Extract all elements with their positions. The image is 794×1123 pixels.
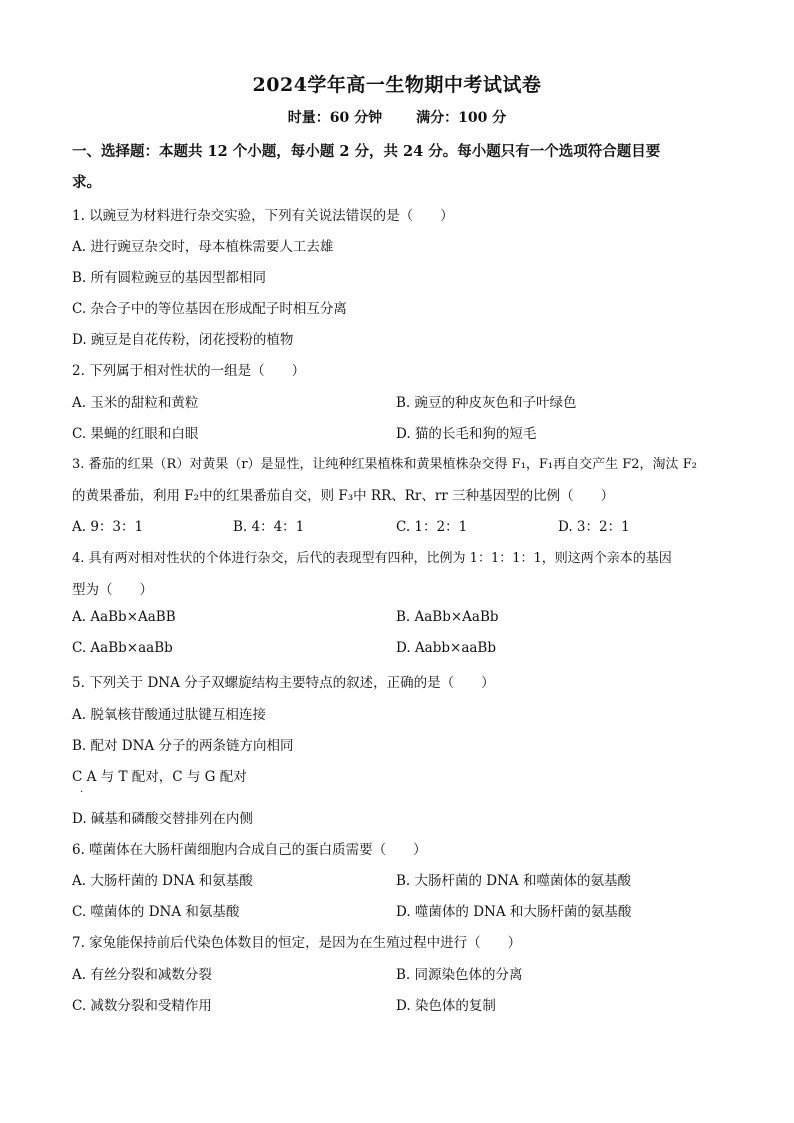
question-3-stem-line2: 的黄果番茄，利用 F₂中的红果番茄自交，则 F₃中 RR、Rr、rr 三种基因型的比例（ ） xyxy=(72,488,615,504)
question-2-option-c: C. 果蝇的红眼和白眼 xyxy=(72,426,199,442)
question-6-option-a: A. 大肠杆菌的 DNA 和氨基酸 xyxy=(72,873,253,889)
question-6-option-b: B. 大肠杆菌的 DNA 和噬菌体的氨基酸 xyxy=(396,873,631,889)
question-2-option-a: A. 玉米的甜粒和黄粒 xyxy=(72,395,199,411)
question-4-option-b: B. AaBb×AaBb xyxy=(396,609,499,625)
question-5-option-a: A. 脱氧核苷酸通过肽键互相连接 xyxy=(72,707,266,723)
question-4-stem-line1: 4. 具有两对相对性状的个体进行杂交，后代的表现型有四种，比例为 1：1：1：1，则这两个亲本的基因 xyxy=(72,551,672,566)
question-4-option-d: D. Aabb×aaBb xyxy=(396,640,496,656)
question-5-option-c: C A 与 T 配对，C 与 G 配对 xyxy=(72,769,247,785)
question-5-option-d: D. 碱基和磷酸交替排列在内侧 xyxy=(72,811,253,827)
stray-dot-mark: . xyxy=(80,784,84,795)
question-2-option-d: D. 猫的长毛和狗的短毛 xyxy=(396,426,537,442)
question-7-option-d: D. 染色体的复制 xyxy=(396,998,496,1014)
question-6-stem: 6. 噬菌体在大肠杆菌细胞内合成自己的蛋白质需要（ ） xyxy=(72,842,427,858)
question-1-stem: 1. 以豌豆为材料进行杂交实验，下列有关说法错误的是（ ） xyxy=(72,208,454,224)
question-2-stem: 2. 下列属于相对性状的一组是（ ） xyxy=(72,363,306,379)
question-3-stem-line1: 3. 番茄的红果（R）对黄果（r）是显性，让纯种红果植株和黄果植株杂交得 F₁，F₁再自交产生 F2，淘汰 F₂ xyxy=(72,457,697,472)
question-3-option-d: D. 3：2：1 xyxy=(558,519,630,535)
question-1-option-b: B. 所有圆粒豌豆的基因型都相同 xyxy=(72,270,267,286)
question-2-option-b: B. 豌豆的种皮灰色和子叶绿色 xyxy=(396,395,577,411)
question-7-stem: 7. 家兔能保持前后代染色体数目的恒定，是因为在生殖过程中进行（ ） xyxy=(72,935,522,951)
time-limit: 时量：60 分钟 xyxy=(287,110,383,126)
question-5-option-b: B. 配对 DNA 分子的两条链方向相同 xyxy=(72,738,294,754)
question-3-option-b: B. 4：4：1 xyxy=(233,519,305,535)
question-4-stem-line2: 型为（ ） xyxy=(72,582,153,598)
exam-meta xyxy=(0,107,794,127)
question-3-option-a: A. 9：3：1 xyxy=(72,519,144,535)
question-4-option-a: A. AaBb×AaBB xyxy=(72,609,176,625)
full-score: 满分：100 分 xyxy=(416,110,507,126)
question-3-option-c: C. 1：2：1 xyxy=(396,519,468,535)
question-1-option-d: D. 豌豆是自花传粉，闭花授粉的植物 xyxy=(72,332,294,348)
question-6-option-d: D. 噬菌体的 DNA 和大肠杆菌的氨基酸 xyxy=(396,904,632,920)
question-1-option-a: A. 进行豌豆杂交时，母本植株需要人工去雄 xyxy=(72,239,334,255)
section-heading-line1: 一、选择题：本题共 12 个小题，每小题 2 分，共 24 分。每小题只有一个选项符合题目要 xyxy=(72,143,661,160)
question-1-option-c: C. 杂合子中的等位基因在形成配子时相互分离 xyxy=(72,301,347,317)
page-title: 2024学年高一生物期中考试试卷 xyxy=(252,74,542,96)
question-7-option-a: A. 有丝分裂和减数分裂 xyxy=(72,967,212,983)
question-7-option-c: C. 减数分裂和受精作用 xyxy=(72,998,212,1014)
question-4-option-c: C. AaBb×aaBb xyxy=(72,640,173,656)
section-heading-line2: 求。 xyxy=(72,174,101,191)
question-5-stem: 5. 下列关于 DNA 分子双螺旋结构主要特点的叙述，正确的是（ ） xyxy=(72,675,495,691)
question-7-option-b: B. 同源染色体的分离 xyxy=(396,967,523,983)
question-6-option-c: C. 噬菌体的 DNA 和氨基酸 xyxy=(72,904,240,920)
